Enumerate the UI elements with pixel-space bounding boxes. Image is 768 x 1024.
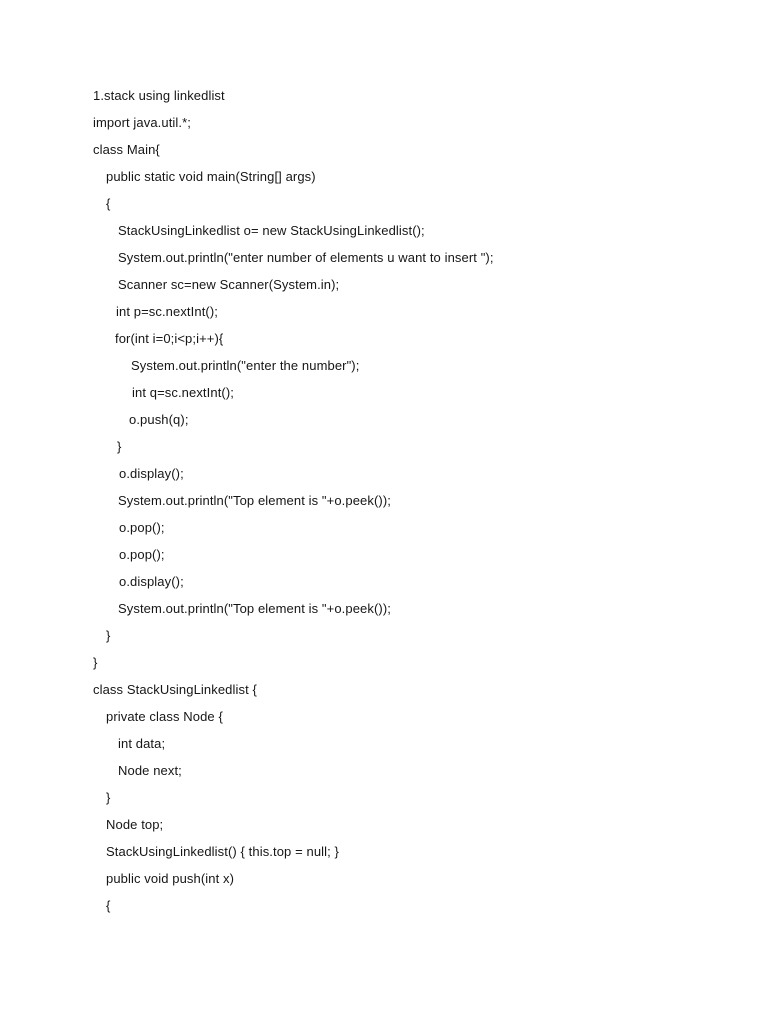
code-line: o.push(q); [129, 412, 189, 427]
code-line: System.out.println("Top element is "+o.peek()); [118, 493, 391, 508]
code-line: class StackUsingLinkedlist { [93, 682, 257, 697]
code-line: o.display(); [119, 574, 184, 589]
code-line: System.out.println("Top element is "+o.peek()); [118, 601, 391, 616]
code-line: 1.stack using linkedlist [93, 88, 225, 103]
code-line: Node next; [118, 763, 182, 778]
code-line: import java.util.*; [93, 115, 191, 130]
code-line: Scanner sc=new Scanner(System.in); [118, 277, 340, 292]
code-line: } [106, 628, 111, 643]
code-line: int data; [118, 736, 166, 751]
code-line: StackUsingLinkedlist o= new StackUsingLinkedlist(); [118, 223, 425, 238]
code-line: System.out.println("enter number of elements u want to insert "); [118, 250, 494, 265]
code-line: o.pop(); [119, 547, 165, 562]
code-line: StackUsingLinkedlist() { this.top = null; } [106, 844, 339, 859]
code-line: Node top; [106, 817, 164, 832]
code-line: int q=sc.nextInt(); [132, 385, 234, 400]
code-line: } [106, 790, 111, 805]
code-line: o.pop(); [119, 520, 165, 535]
code-line: int p=sc.nextInt(); [116, 304, 218, 319]
code-line: private class Node { [106, 709, 223, 724]
code-line: { [106, 196, 111, 211]
code-line: o.display(); [119, 466, 184, 481]
code-line: } [117, 439, 122, 454]
code-line: System.out.println("enter the number"); [131, 358, 360, 373]
code-line: { [106, 898, 111, 913]
code-line: } [93, 655, 98, 670]
code-line: public static void main(String[] args) [106, 169, 316, 184]
code-line: class Main{ [93, 142, 160, 157]
code-line: public void push(int x) [106, 871, 235, 886]
code-line: for(int i=0;i<p;i++){ [115, 331, 224, 346]
